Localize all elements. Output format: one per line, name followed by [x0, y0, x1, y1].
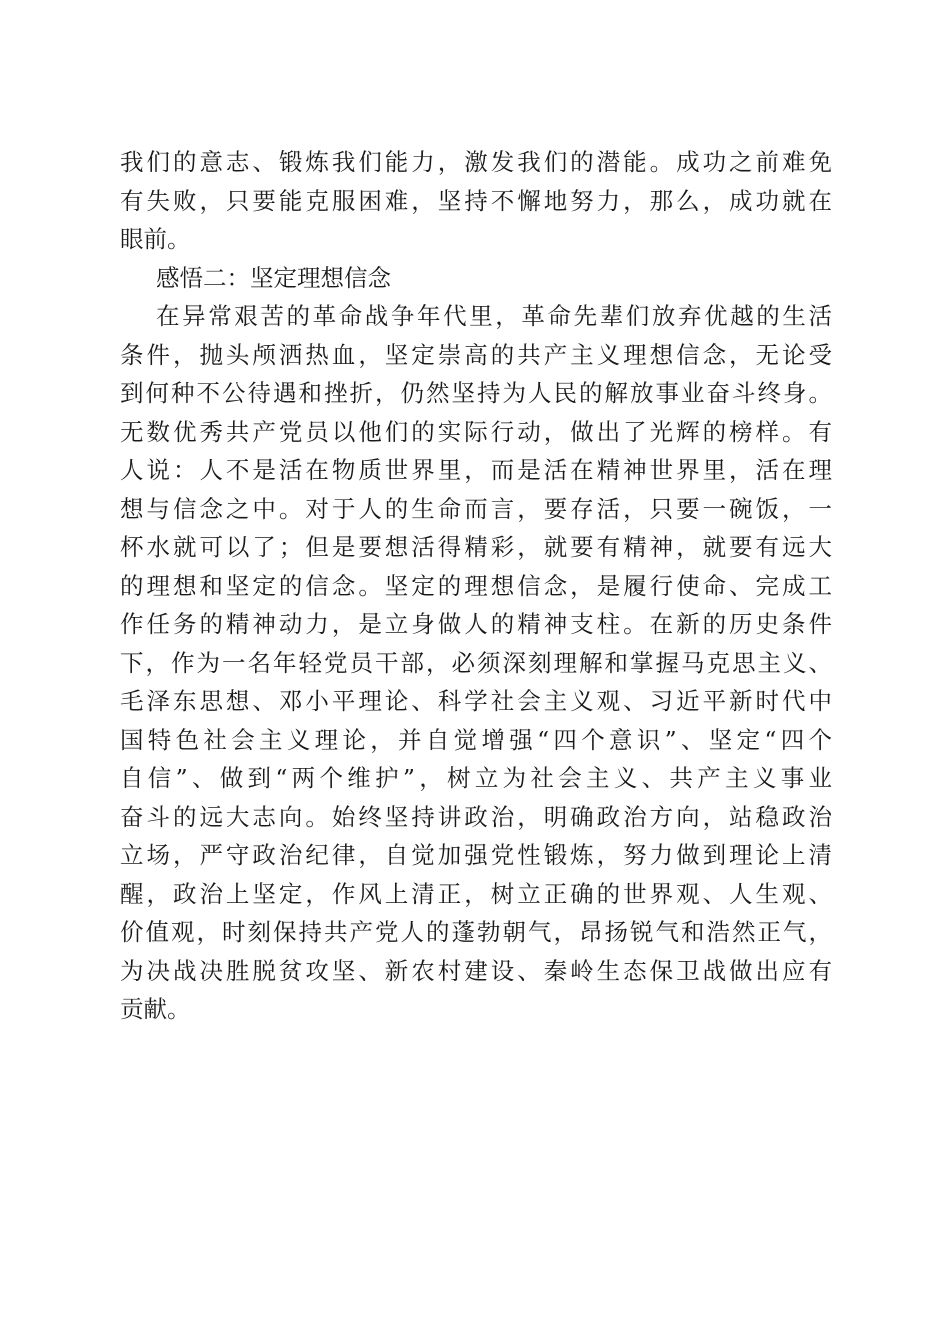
paragraph-1-line-2: 有失败，只要能克服困难，坚持不懈地努力，那么，成功就在 — [120, 186, 832, 215]
paragraph-2-line-13: 自信”、做到“两个维护”，树立为社会主义、共产主义事业 — [120, 764, 832, 792]
paragraph-2-line-15: 立场，严守政治纪律，自觉加强党性锻炼，努力做到理论上清 — [120, 841, 832, 869]
paragraph-2-line-10: 下，作为一名年轻党员干部，必须深刻理解和掌握马克思主义、 — [120, 648, 832, 677]
paragraph-1-line-3: 眼前。 — [120, 225, 191, 253]
paragraph-2-line-9: 作任务的精神动力，是立身做人的精神支柱。在新的历史条件 — [120, 610, 832, 638]
paragraph-2-line-8: 的理想和坚定的信念。坚定的理想信念，是履行使命、完成工 — [120, 571, 832, 600]
paragraph-2-line-11: 毛泽东思想、邓小平理论、科学社会主义观、习近平新时代中 — [120, 687, 832, 715]
paragraph-2-line-3: 到何种不公待遇和挫折，仍然坚持为人民的解放事业奋斗终身。 — [120, 379, 832, 407]
paragraph-2-line-5: 人说：人不是活在物质世界里，而是活在精神世界里，活在理 — [120, 456, 832, 484]
paragraph-2-line-17: 价值观，时刻保持共产党人的蓬勃朝气，昂扬锐气和浩然正气， — [120, 918, 832, 946]
paragraph-2-line-19: 贡献。 — [120, 995, 191, 1023]
paragraph-2-line-12: 国特色社会主义理论，并自觉增强“四个意识”、坚定“四个 — [120, 725, 832, 754]
paragraph-2-line-6: 想与信念之中。对于人的生命而言，要存活，只要一碗饭，一 — [120, 494, 832, 523]
paragraph-2-line-18: 为决战决胜脱贫攻坚、新农村建设、秦岭生态保卫战做出应有 — [120, 956, 832, 985]
paragraph-2-line-14: 奋斗的远大志向。始终坚持讲政治，明确政治方向，站稳政治 — [120, 802, 832, 831]
document-body — [120, 143, 832, 1029]
paragraph-2-line-16: 醒，政治上坚定，作风上清正，树立正确的世界观、人生观、 — [120, 879, 832, 908]
paragraph-1-line-1: 我们的意志、锻炼我们能力，激发我们的潜能。成功之前难免 — [120, 148, 832, 176]
paragraph-2-line-1: 在异常艰苦的革命战争年代里，革命先辈们放弃优越的生活 — [156, 302, 832, 330]
paragraph-2-line-7: 杯水就可以了；但是要想活得精彩，就要有精神，就要有远大 — [120, 533, 832, 561]
paragraph-2-line-4: 无数优秀共产党员以他们的实际行动，做出了光辉的榜样。有 — [120, 417, 832, 446]
section-heading: 感悟二：坚定理想信念 — [156, 263, 391, 292]
paragraph-2-line-2: 条件，抛头颅洒热血，坚定崇高的共产主义理想信念，无论受 — [120, 340, 832, 369]
